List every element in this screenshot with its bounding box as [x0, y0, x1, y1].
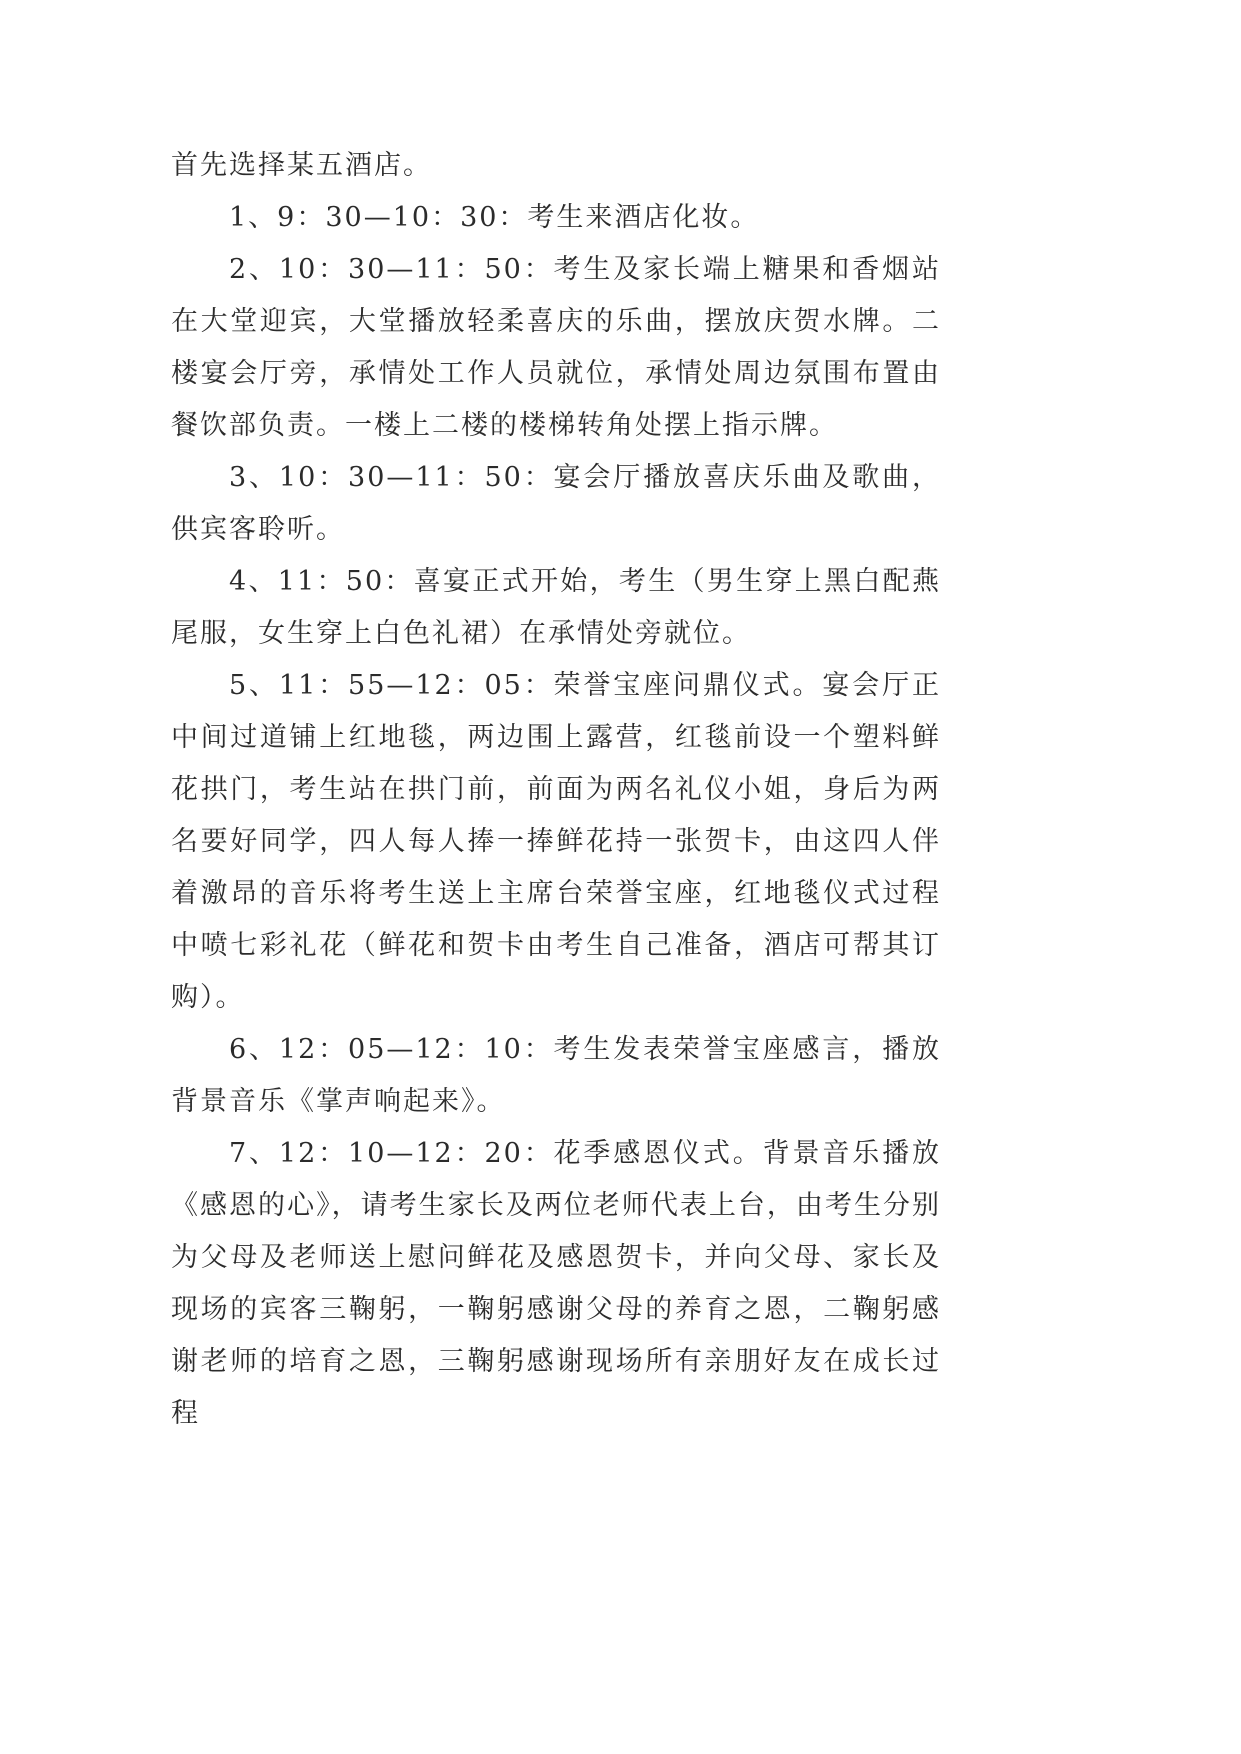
- paragraph-step-6: 6、12：05—12：10：考生发表荣誉宝座感言，播放背景音乐《掌声响起来》。: [171, 1034, 941, 1117]
- paragraph-step-3: 3、10：30—11：50：宴会厅播放喜庆乐曲及歌曲，供宾客聆听。: [171, 462, 941, 545]
- paragraph-step-5: 5、11：55—12：05：荣誉宝座问鼎仪式。宴会厅正中间过道铺上红地毯，两边围上露营，红毯前设一个塑料鲜花拱门，考生站在拱门前，前面为两名礼仪小姐，身后为两名要好同学，四人每人捧一捧鲜花持一张贺卡，由这四人伴着激昂的音乐将考生送上主席台荣誉宝座，红地毯仪式过程中喷七彩礼花（鲜花和贺卡由考生自己准备，酒店可帮其订购）。: [171, 670, 941, 1013]
- paragraph-step-2: 2、10：30—11：50：考生及家长端上糖果和香烟站在大堂迎宾，大堂播放轻柔喜庆的乐曲，摆放庆贺水牌。二楼宴会厅旁，承情处工作人员就位，承情处周边氛围布置由餐饮部负责。一楼上二楼的楼梯转角处摆上指示牌。: [171, 254, 941, 441]
- document-body: [171, 140, 941, 1440]
- paragraph-step-7: 7、12：10—12：20：花季感恩仪式。背景音乐播放《感恩的心》，请考生家长及两位老师代表上台，由考生分别为父母及老师送上慰问鲜花及感恩贺卡，并向父母、家长及现场的宾客三鞠躬，一鞠躬感谢父母的养育之恩，二鞠躬感谢老师的培育之恩，三鞠躬感谢现场所有亲朋好友在成长过程: [171, 1138, 941, 1429]
- paragraph-intro: 首先选择某五酒店。: [171, 150, 432, 181]
- paragraph-step-4: 4、11：50：喜宴正式开始，考生（男生穿上黑白配燕尾服，女生穿上白色礼裙）在承情处旁就位。: [171, 566, 941, 649]
- paragraph-step-1: 1、9：30—10：30：考生来酒店化妆。: [229, 202, 760, 233]
